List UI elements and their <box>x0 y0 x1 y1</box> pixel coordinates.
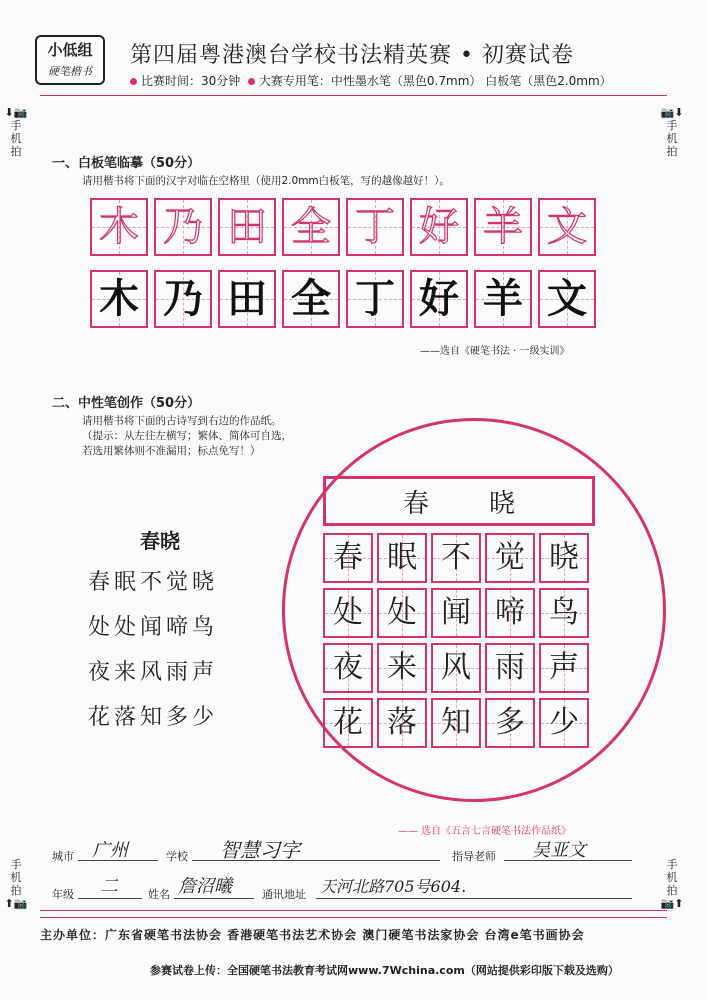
address-line <box>316 898 632 899</box>
section2-source: —— 选自《五言七言硬笔书法作品纸》 <box>398 826 572 837</box>
work-cell[interactable]: 风 <box>431 643 481 693</box>
grade-line <box>78 898 142 899</box>
work-cell[interactable]: 觉 <box>485 533 535 583</box>
footer-divider <box>40 910 667 918</box>
page-title: 第四届粤港澳台学校书法精英赛 • 初赛试卷 <box>130 43 574 68</box>
model-cell: 文 <box>538 198 596 256</box>
address-field[interactable]: 天河北路705号604. <box>320 877 467 896</box>
phone-photo-label: 手机拍 <box>10 119 22 158</box>
grade-label: 年级 <box>52 888 74 901</box>
phone-photo-mark-top-left <box>4 106 28 158</box>
answer-cell[interactable]: 文 <box>538 270 596 328</box>
upload-info: 参赛试卷上传：全国硬笔书法教育考试网www.7Wchina.com（网站提供彩印版下载及选购） <box>150 964 619 977</box>
work-cell[interactable]: 雨 <box>485 643 535 693</box>
work-cell[interactable]: 啼 <box>485 588 535 638</box>
poem-title: 春晓 <box>140 529 180 553</box>
work-grid-row <box>323 698 593 753</box>
camera-icon: ⬇📷 <box>4 106 28 119</box>
work-cell[interactable]: 多 <box>485 698 535 748</box>
phone-photo-mark-bottom-right <box>660 858 684 910</box>
phone-photo-label: 手机拍 <box>666 858 678 897</box>
camera-icon: 📷⬇ <box>660 106 684 119</box>
work-cell[interactable]: 来 <box>377 643 427 693</box>
address-label: 通讯地址 <box>262 888 306 901</box>
work-cell[interactable]: 落 <box>377 698 427 748</box>
phone-photo-label: 手机拍 <box>10 858 22 897</box>
poem-line: 春眠不觉晓 <box>88 570 219 595</box>
answer-cell[interactable]: 木 <box>90 270 148 328</box>
header-divider <box>40 95 667 96</box>
work-grid-row <box>323 533 593 588</box>
teacher-field[interactable]: 吴亚文 <box>532 840 586 861</box>
answer-cell[interactable]: 田 <box>218 270 276 328</box>
phone-photo-mark-bottom-left <box>4 858 28 910</box>
teacher-label: 指导老师 <box>452 850 496 863</box>
work-cell[interactable]: 鸟 <box>539 588 589 638</box>
work-cell[interactable]: 花 <box>323 698 373 748</box>
logo-subtitle: 硬笔楷书 <box>48 65 92 78</box>
copy-answer-row <box>90 270 602 328</box>
city-field[interactable]: 广州 <box>92 840 128 861</box>
work-grid-row <box>323 588 593 643</box>
model-cell: 全 <box>282 198 340 256</box>
work-title: 春晓 <box>402 488 575 519</box>
exam-info <box>130 72 612 89</box>
work-cell[interactable]: 知 <box>431 698 481 748</box>
poem-line: 花落知多少 <box>88 705 219 730</box>
copy-model-row <box>90 198 602 256</box>
city-label: 城市 <box>52 850 74 863</box>
answer-cell[interactable]: 乃 <box>154 270 212 328</box>
organizers: 主办单位：广东省硬笔书法协会 香港硬笔书法艺术协会 澳门硬笔书法家协会 台湾e笔书画协会 <box>40 928 585 942</box>
instruction-line: 请用楷书将下面的古诗写到右边的作品纸。 <box>82 415 282 427</box>
work-cell[interactable]: 眠 <box>377 533 427 583</box>
answer-cell[interactable]: 好 <box>410 270 468 328</box>
poem-line: 处处闻啼鸟 <box>88 615 219 640</box>
time-label: 比赛时间：30分钟 <box>141 74 241 88</box>
school-label: 学校 <box>166 850 188 863</box>
bullet-icon <box>248 78 255 85</box>
pen-label: 大赛专用笔：中性墨水笔（黑色0.7mm） 白板笔（黑色2.0mm） <box>258 74 612 88</box>
section1-instruction: 请用楷书将下面的汉字对临在空格里（使用2.0mm白板笔，写的越像越好！）。 <box>82 175 450 187</box>
work-cell[interactable]: 晓 <box>539 533 589 583</box>
camera-icon: 📷⬆ <box>660 897 684 910</box>
logo-group-label: 小低组 <box>47 41 93 59</box>
work-cell[interactable]: 处 <box>377 588 427 638</box>
school-field[interactable]: 智慧习字 <box>220 838 300 862</box>
grade-field[interactable]: 二 <box>100 876 118 897</box>
work-cell[interactable]: 少 <box>539 698 589 748</box>
poem-line: 夜来风雨声 <box>88 660 219 685</box>
answer-cell[interactable]: 丁 <box>346 270 404 328</box>
phone-photo-label: 手机拍 <box>666 119 678 158</box>
section2-heading: 二、中性笔创作（50分） <box>52 396 201 411</box>
work-cell[interactable]: 夜 <box>323 643 373 693</box>
camera-icon: ⬆📷 <box>4 897 28 910</box>
name-line <box>174 898 254 899</box>
model-cell: 羊 <box>474 198 532 256</box>
section1-heading: 一、白板笔临摹（50分） <box>52 156 201 171</box>
work-title-box[interactable] <box>323 476 595 526</box>
instruction-line: 若选用繁体则不准漏用；标点免写！） <box>82 445 261 457</box>
work-grid-row <box>323 643 593 698</box>
name-label: 姓名 <box>148 888 170 901</box>
work-cell[interactable]: 不 <box>431 533 481 583</box>
answer-cell[interactable]: 羊 <box>474 270 532 328</box>
work-cell[interactable]: 声 <box>539 643 589 693</box>
model-cell: 田 <box>218 198 276 256</box>
model-cell: 好 <box>410 198 468 256</box>
phone-photo-mark-top-right <box>660 106 684 158</box>
section2-instructions <box>82 414 292 459</box>
model-cell: 木 <box>90 198 148 256</box>
name-field[interactable]: 詹沼曦 <box>178 876 232 897</box>
model-cell: 乃 <box>154 198 212 256</box>
work-cell[interactable]: 闻 <box>431 588 481 638</box>
work-grid <box>323 533 593 753</box>
model-cell: 丁 <box>346 198 404 256</box>
logo <box>35 35 105 85</box>
work-cell[interactable]: 春 <box>323 533 373 583</box>
work-cell[interactable]: 处 <box>323 588 373 638</box>
section1-source: ——选自《硬笔书法 · 一级实训》 <box>420 346 570 357</box>
instruction-line: （提示：从左往左横写；繁体、简体可自选， <box>82 430 292 442</box>
answer-cell[interactable]: 全 <box>282 270 340 328</box>
bullet-icon <box>130 78 137 85</box>
